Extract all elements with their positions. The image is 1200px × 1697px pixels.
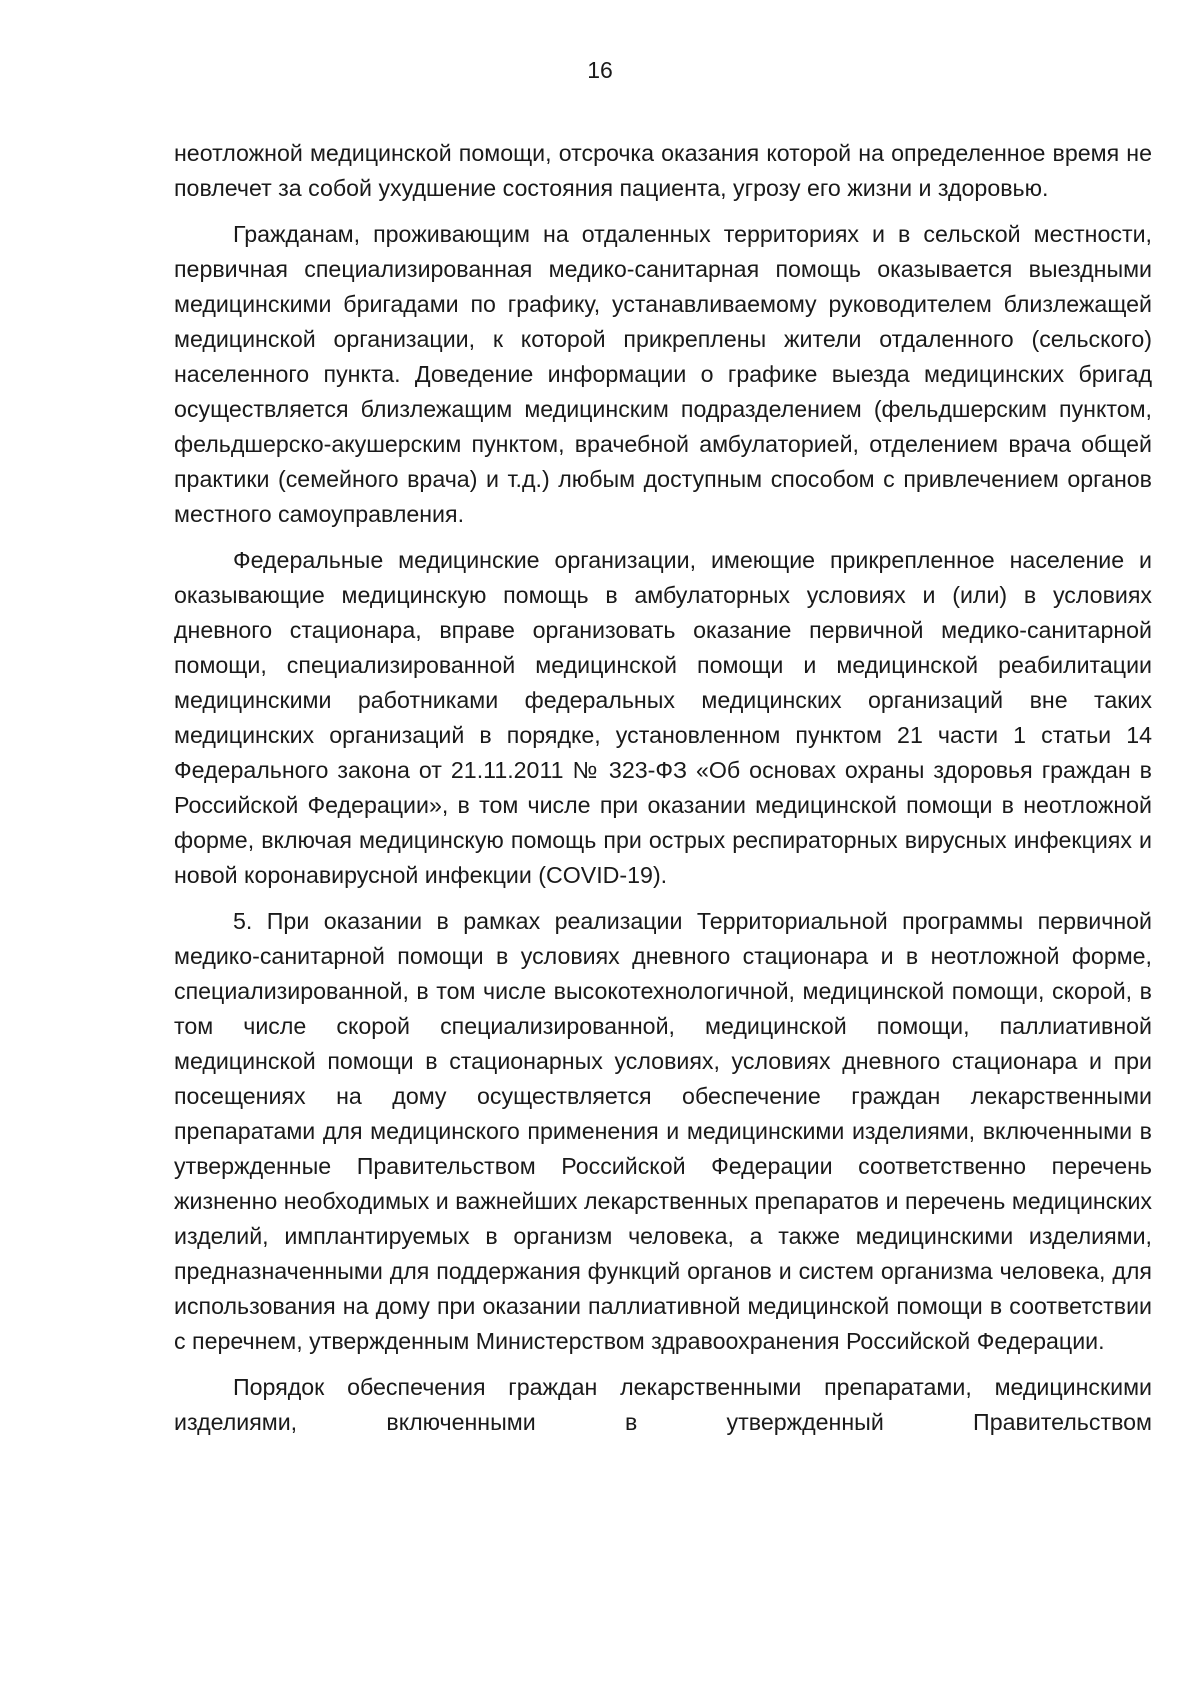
paragraph-item-5: 5. При оказании в рамках реализации Территориальной программы первичной медико-санитарной помощи в условиях дневного стационара и в неотложной форме, специализированной, в том числе высокотехнологичной, медицинской помощи, скорой, в том числе скорой специализированной, медицинской помощи, паллиативной медицинской помощи в стационарных условиях, условиях дневного стационара и при посещениях на дому осуществляется обеспечение граждан лекарственными препаратами для медицинского применения и медицинскими изделиями, включенными в утвержденные Правительством Российской Федерации соответственно перечень жизненно необходимых и важнейших лекарственных препаратов и перечень медицинских изделий, имплантируемых в организм человека, а также медицинскими изделиями, предназначенными для поддержания функций органов и систем организма человека, для использования на дому при оказании паллиативной медицинской помощи в соответствии с перечнем, утвержденным Министерством здравоохранения Российской Федерации. — [174, 908, 1152, 1354]
paragraph-continuation: неотложной медицинской помощи, отсрочка оказания которой на определенное время не повлечет за собой ухудшение состояния пациента, угрозу его жизни и здоровью. — [174, 140, 1152, 201]
document-body — [174, 136, 1152, 1451]
paragraph-federal-organizations: Федеральные медицинские организации, имеющие прикрепленное население и оказывающие медицинскую помощь в амбулаторных условиях и (или) в условиях дневного стационара, вправе организовать оказание первичной медико-санитарной помощи, специализированной медицинской помощи и медицинской реабилитации медицинскими работниками федеральных медицинских организаций вне таких медицинских организаций в порядке, установленном пунктом 21 части 1 статьи 14 Федерального закона от 21.11.2011 № 323-ФЗ «Об основах охраны здоровья граждан в Российской Федерации», в том числе при оказании медицинской помощи в неотложной форме, включая медицинскую помощь при острых респираторных вирусных инфекциях и новой коронавирусной инфекции (COVID-19). — [174, 547, 1152, 888]
paragraph-provision-procedure: Порядок обеспечения граждан лекарственными препаратами, медицинскими изделиями, включенными в утвержденный Правительством — [174, 1374, 1152, 1435]
paragraph-remote-territories: Гражданам, проживающим на отдаленных территориях и в сельской местности, первичная специализированная медико-санитарная помощь оказывается выездными медицинскими бригадами по графику, устанавливаемому руководителем близлежащей медицинской организации, к которой прикреплены жители отдаленного (сельского) населенного пункта. Доведение информации о графике выезда медицинских бригад осуществляется близлежащим медицинским подразделением (фельдшерским пунктом, фельдшерско-акушерским пунктом, врачебной амбулаторией, отделением врача общей практики (семейного врача) и т.д.) любым доступным способом с привлечением органов местного самоуправления. — [174, 221, 1152, 527]
page-number: 16 — [587, 57, 613, 83]
